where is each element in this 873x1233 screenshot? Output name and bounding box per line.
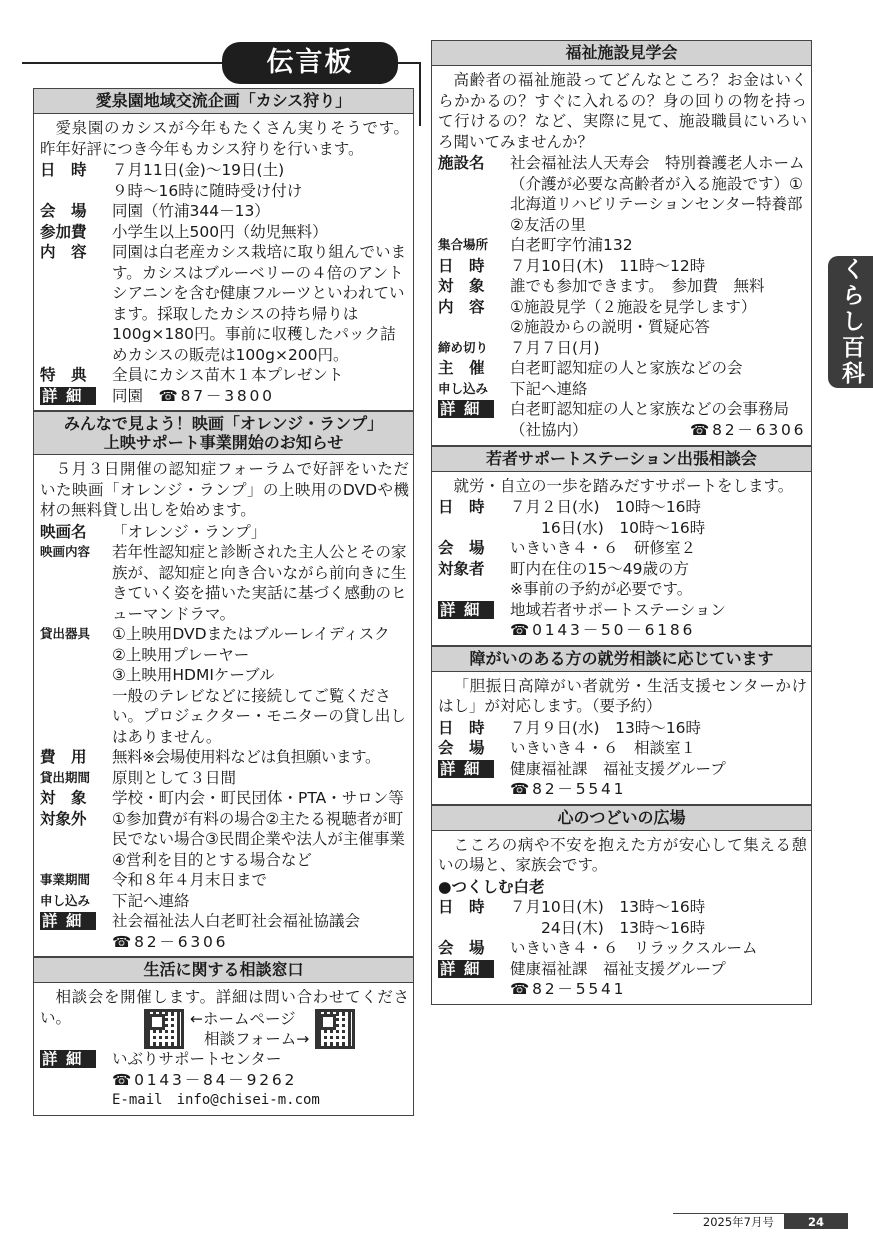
notice-title bbox=[34, 411, 413, 455]
notice-lead: ５月３日開催の認知症フォーラムで好評をいただいた映画「オレンジ・ランプ」の上映用のDVDや機材の無料貸し出しを始めます。 bbox=[40, 460, 409, 519]
section-side-tab: くらし百科 bbox=[828, 256, 873, 388]
right-column bbox=[431, 40, 812, 1005]
detail-badge: 詳細 bbox=[438, 760, 494, 778]
detail-org: 社会福祉法人白老町社会福祉協議会 bbox=[112, 912, 361, 930]
notice-title-line: 上映サポート事業開始のお知らせ bbox=[103, 433, 344, 452]
email-address: E-mail info@chisei-m.com bbox=[112, 1092, 320, 1108]
detail-badge: 詳細 bbox=[438, 400, 494, 418]
notice-body bbox=[432, 472, 811, 645]
info-label: 日 時 bbox=[438, 898, 485, 916]
detail-row bbox=[40, 1049, 409, 1111]
info-value: 一般のテレビなどに接続してご覧ください。プロジェクター・モニターの貸し出しはありません。 bbox=[112, 686, 406, 746]
detail-row bbox=[438, 759, 807, 800]
phone-number: ☎87－3800 bbox=[158, 386, 275, 405]
detail-badge: 詳細 bbox=[40, 1050, 96, 1068]
phone-number: ☎82－6306 bbox=[112, 932, 229, 951]
info-value: 社会福祉法人天寿会 特別養護老人ホーム（介護が必要な高齢者が入る施設です）①北海道リハビリテーションセンター特養部②友活の里 bbox=[510, 154, 805, 234]
info-label: 映画内容 bbox=[40, 544, 91, 559]
notice-title: 障がいのある方の就労相談に応じています bbox=[432, 646, 811, 672]
info-label: 主 催 bbox=[438, 359, 485, 377]
detail-row bbox=[438, 959, 807, 1000]
notice-kashisu bbox=[33, 88, 414, 411]
homepage-qr-code[interactable] bbox=[144, 1009, 184, 1049]
notice-body bbox=[432, 831, 811, 1004]
info-label: 日 時 bbox=[438, 256, 485, 275]
notice-movie bbox=[33, 411, 414, 957]
notice-lead: 「胆振日高障がい者就労・生活支援センターかけはし」が対応します。（要予約） bbox=[438, 676, 807, 715]
info-row bbox=[40, 891, 409, 912]
info-row bbox=[40, 542, 409, 624]
form-qr-code[interactable] bbox=[315, 1009, 355, 1049]
notice-lead: 愛泉園のカシスが今年もたくさん実りそうです。昨年好評につき今年もカシス狩りを行います。 bbox=[40, 119, 409, 158]
info-row bbox=[438, 338, 807, 359]
info-label: 貸出器具 bbox=[40, 626, 91, 641]
info-label: 事業期間 bbox=[40, 872, 91, 887]
detail-org: 地域若者サポートステーション bbox=[510, 600, 726, 619]
phone-number: ☎0143－84－9262 bbox=[112, 1070, 298, 1089]
banner-rule-vertical bbox=[419, 62, 421, 126]
info-value: ９時～16時に随時受け付け bbox=[112, 181, 303, 200]
info-value: ７月９日(水) 13時～16時 bbox=[510, 718, 702, 737]
info-value: ①上映用DVDまたはブルーレイディスク bbox=[112, 625, 390, 643]
info-label: 参加費 bbox=[40, 222, 87, 241]
info-value: 同園は白老産カシス栽培に取り組んでいます。カシスはブルーベリーの４倍のアントシアニンを含む健康フルーツといわれています。採取したカシスの持ち帰りは100g×180円。事前に収穫したパック詰めカシスの販売は100g×200円。 bbox=[112, 243, 407, 364]
info-value: いきいき４・６ 研修室２ bbox=[510, 539, 697, 557]
info-value: ７月11日(金)～19日(土) bbox=[112, 161, 285, 179]
info-value: 下記へ連絡 bbox=[112, 891, 190, 910]
page-footer bbox=[673, 1213, 848, 1229]
info-label: 集合場所 bbox=[438, 237, 489, 252]
detail-badge: 詳細 bbox=[438, 960, 494, 978]
info-row bbox=[438, 256, 807, 277]
info-row bbox=[438, 358, 807, 379]
detail-badge: 詳細 bbox=[40, 387, 96, 405]
info-value: ②施設からの説明・質疑応答 bbox=[510, 318, 710, 336]
info-row bbox=[40, 242, 409, 365]
info-value: 「オレンジ・ランプ」 bbox=[112, 522, 267, 541]
notice-lead: 相談会を開催します。詳細は問い合わせてください。 bbox=[40, 988, 409, 1027]
detail-badge: 詳細 bbox=[438, 601, 494, 619]
info-label: 内 容 bbox=[438, 297, 485, 316]
info-row bbox=[438, 153, 807, 235]
info-label: 会 場 bbox=[438, 739, 485, 757]
notice-consult bbox=[33, 957, 414, 1116]
info-row bbox=[438, 276, 807, 297]
info-value: ７月10日(木) 13時～16時 bbox=[510, 898, 706, 916]
info-value: 白老町字竹浦132 bbox=[510, 236, 633, 254]
qr-label-homepage: ←ホームページ bbox=[190, 1010, 296, 1028]
page-title: 伝言板 bbox=[222, 42, 398, 84]
info-value: 令和８年４月末日まで bbox=[112, 871, 268, 889]
detail-row bbox=[40, 911, 409, 952]
info-row bbox=[438, 538, 807, 559]
info-value: 白老町認知症の人と家族などの会 bbox=[510, 359, 743, 377]
info-label: 対 象 bbox=[438, 277, 485, 295]
info-label: 日 時 bbox=[438, 718, 485, 737]
info-row bbox=[40, 365, 409, 386]
info-label: 施設名 bbox=[438, 154, 485, 172]
info-row bbox=[438, 738, 807, 759]
info-label: 対象者 bbox=[438, 559, 485, 578]
info-row bbox=[40, 768, 409, 789]
info-row bbox=[438, 718, 807, 739]
info-row bbox=[40, 624, 409, 747]
detail-row bbox=[438, 399, 807, 441]
info-label: 日 時 bbox=[40, 161, 87, 179]
phone-number: ☎0143－50－6186 bbox=[510, 621, 696, 639]
info-value: 学校・町内会・町民団体・PTA・サロン等 bbox=[112, 789, 404, 807]
info-value: ※事前の予約が必要です。 bbox=[510, 580, 693, 598]
info-row bbox=[438, 559, 807, 600]
info-value: 若年性認知症と診断された主人公とその家族が、認知症と向き合いながら前向きに生きていく姿を描いた実話に基づく感動のヒューマンドラマ。 bbox=[112, 543, 407, 623]
info-row bbox=[40, 222, 409, 243]
info-value: 町内在住の15～49歳の方 bbox=[510, 559, 689, 578]
info-row bbox=[438, 897, 807, 938]
info-value: 16日(水) 10時～16時 bbox=[510, 518, 706, 537]
info-label: 費 用 bbox=[40, 748, 87, 766]
info-row bbox=[40, 160, 409, 201]
info-value: 小学生以上500円（幼児無料） bbox=[112, 222, 328, 241]
info-label: 申し込み bbox=[438, 380, 489, 396]
info-row bbox=[438, 379, 807, 400]
info-row bbox=[40, 870, 409, 891]
info-label: 映画名 bbox=[40, 522, 87, 541]
qr-label-form: 相談フォーム→ bbox=[204, 1030, 310, 1048]
notice-body bbox=[34, 983, 413, 1115]
notice-facility bbox=[431, 40, 812, 446]
info-label: 日 時 bbox=[438, 498, 485, 516]
notice-body bbox=[432, 66, 811, 445]
info-value: ①参加費が有料の場合②主たる視聴者が町民でない場合③民間企業や法人が主催事業④営利を目的とする場合など bbox=[112, 809, 405, 869]
info-value: ７月10日(木) 11時～12時 bbox=[510, 256, 706, 275]
notice-body bbox=[432, 672, 811, 804]
info-row bbox=[438, 235, 807, 256]
info-value: 原則として３日間 bbox=[112, 768, 237, 787]
notice-lead: こころの病や不安を抱えた方が安心して集える憩いの場と、家族会です。 bbox=[438, 835, 807, 874]
info-label: 対 象 bbox=[40, 789, 87, 807]
info-value: ①施設見学（２施設を見学します） bbox=[510, 297, 757, 316]
info-row bbox=[438, 497, 807, 538]
info-label: 申し込み bbox=[40, 892, 91, 908]
qr-row bbox=[40, 1009, 409, 1049]
notice-youth bbox=[431, 446, 812, 646]
info-value: いきいき４・６ 相談室１ bbox=[510, 739, 697, 757]
phone-number: ☎82－6306 bbox=[690, 421, 807, 439]
info-label: 締め切り bbox=[438, 339, 489, 355]
info-value: ７月２日(水) 10時～16時 bbox=[510, 498, 702, 516]
info-value: ７月７日(月) bbox=[510, 338, 600, 357]
notice-disability bbox=[431, 646, 812, 805]
notice-body bbox=[34, 455, 413, 956]
info-value: いきいき４・６ リラックスルーム bbox=[510, 939, 758, 957]
notice-title: 若者サポートステーション出張相談会 bbox=[432, 446, 811, 472]
notice-heart bbox=[431, 805, 812, 1005]
info-value: 同園（竹浦344－13） bbox=[112, 202, 270, 220]
notice-lead: 高齢者の福祉施設ってどんなところ？お金はいくらかかるの？すぐに入れるの？身の回りの物を持って行けるの？など、実際に見て、施設職員にいろいろ聞いてみませんか？ bbox=[438, 71, 807, 151]
info-value: 下記へ連絡 bbox=[510, 379, 588, 398]
info-value: ③上映用HDMIケーブル bbox=[112, 666, 275, 684]
info-row bbox=[438, 938, 807, 959]
info-row bbox=[40, 747, 409, 768]
info-row bbox=[40, 788, 409, 809]
info-label: 会 場 bbox=[40, 202, 87, 220]
detail-org: 健康福祉課 福祉支援グループ bbox=[510, 759, 726, 778]
detail-row bbox=[40, 386, 409, 407]
notice-body bbox=[34, 114, 413, 410]
info-label: 特 典 bbox=[40, 366, 87, 384]
info-label: 貸出期間 bbox=[40, 769, 91, 785]
phone-number: ☎82－5541 bbox=[510, 980, 627, 998]
notice-title: 生活に関する相談窓口 bbox=[34, 957, 413, 983]
detail-org: 白老町認知症の人と家族などの会事務局（社協内） bbox=[510, 400, 790, 439]
detail-org: いぶりサポートセンター bbox=[112, 1050, 282, 1068]
detail-org: 健康福祉課 福祉支援グループ bbox=[510, 959, 726, 978]
info-label: 会 場 bbox=[438, 939, 485, 957]
notice-lead: 就労・自立の一歩を踏みだすサポートをします。 bbox=[453, 476, 794, 495]
group-subhead: ●つくしむ白老 bbox=[438, 877, 545, 896]
info-row bbox=[40, 201, 409, 222]
info-value: ②上映用プレーヤー bbox=[112, 645, 250, 664]
info-label: 会 場 bbox=[438, 539, 485, 557]
detail-row bbox=[438, 600, 807, 641]
notice-title-line: みんなで見よう！映画「オレンジ・ランプ」 bbox=[63, 414, 384, 433]
info-label: 内 容 bbox=[40, 243, 87, 261]
info-value: 誰でも参加できます。 参加費 無料 bbox=[510, 277, 765, 295]
info-row bbox=[438, 297, 807, 338]
page-number: 24 bbox=[784, 1214, 848, 1229]
notice-title: 心のつどいの広場 bbox=[432, 805, 811, 831]
info-value: 全員にカシス苗木１本プレゼント bbox=[112, 366, 344, 384]
notice-title: 愛泉園地域交流企画「カシス狩り」 bbox=[34, 89, 413, 114]
banner-rule-left bbox=[22, 62, 228, 64]
phone-number: ☎82－5541 bbox=[510, 780, 627, 798]
info-value: 24日(木) 13時～16時 bbox=[510, 918, 706, 937]
info-row bbox=[40, 522, 409, 543]
detail-badge: 詳細 bbox=[40, 912, 96, 930]
info-row bbox=[40, 809, 409, 871]
left-column bbox=[33, 88, 414, 1116]
notice-title: 福祉施設見学会 bbox=[432, 41, 811, 66]
info-label: 対象外 bbox=[40, 809, 87, 828]
info-value: 無料※会場使用料などは負担願います。 bbox=[112, 748, 381, 766]
issue-date: 2025年7月号 bbox=[702, 1215, 774, 1229]
detail-org: 同園 bbox=[112, 386, 144, 405]
